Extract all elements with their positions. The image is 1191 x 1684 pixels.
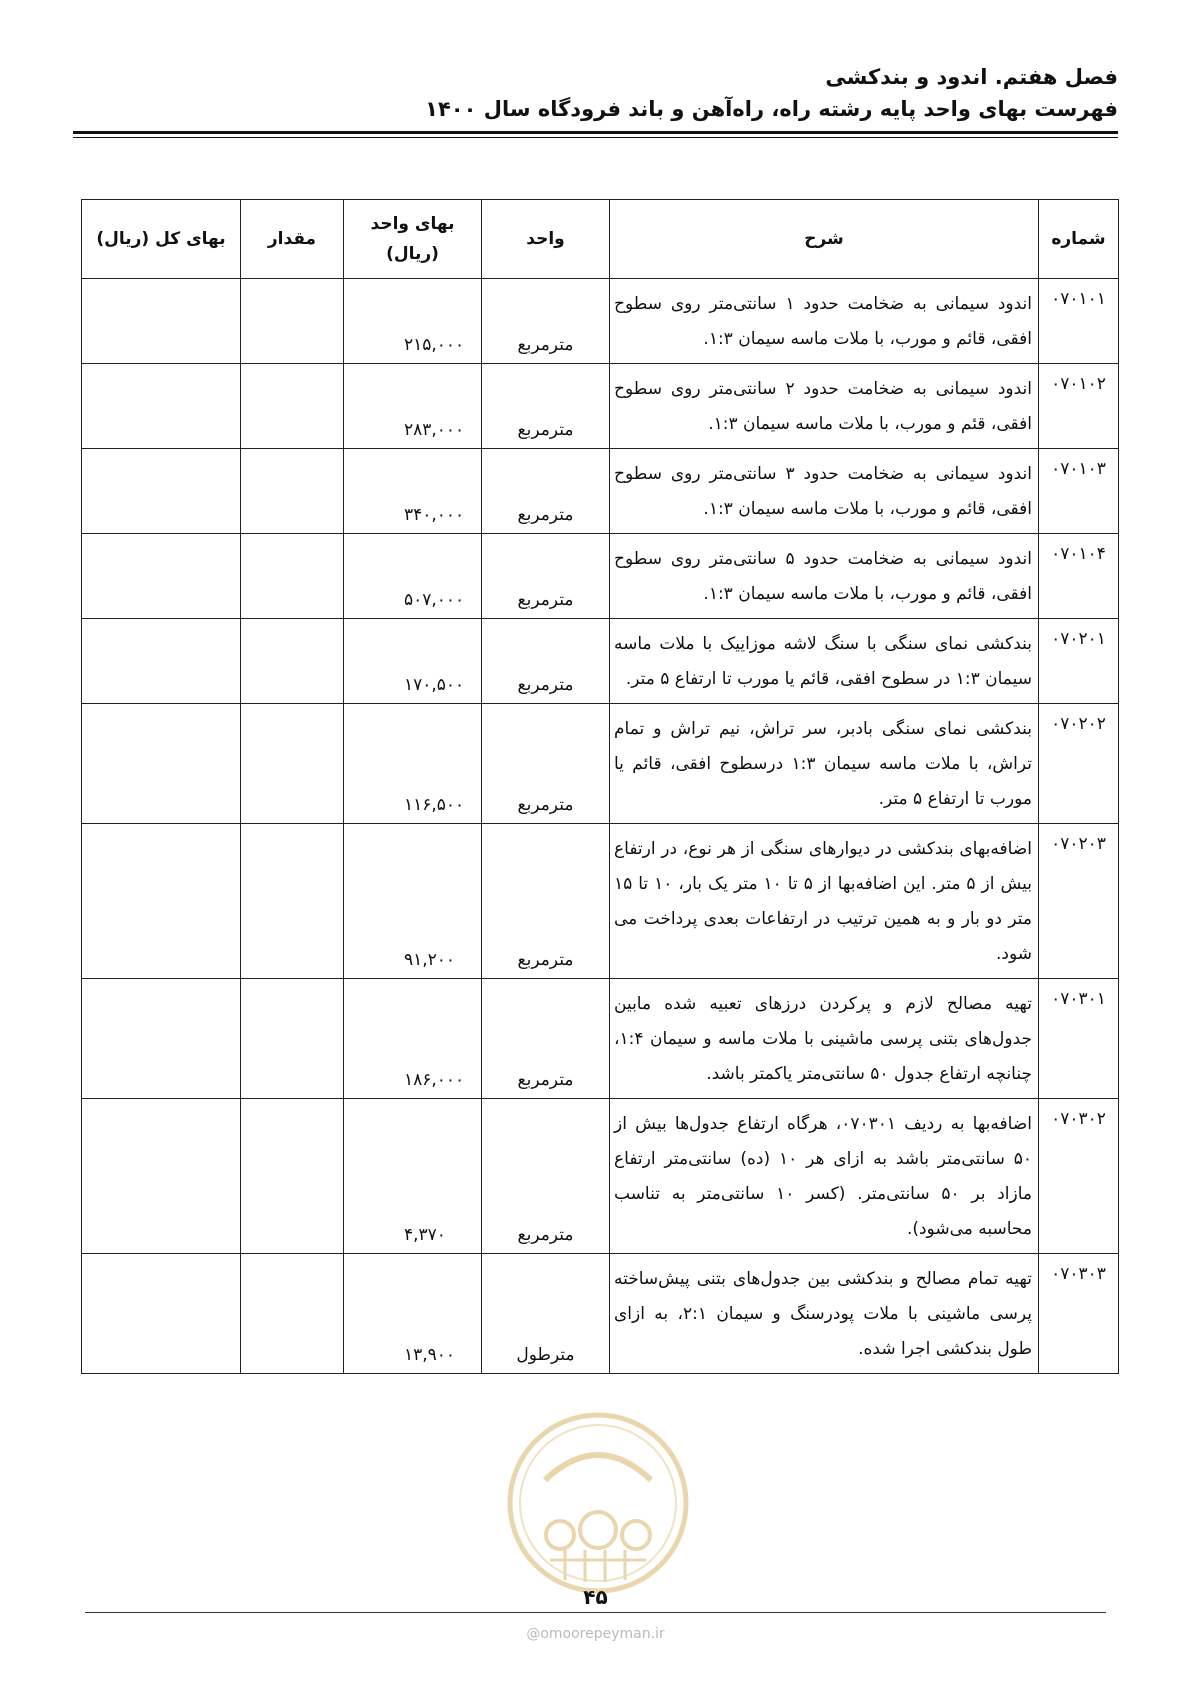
row-description: تهیه تمام مصالح و بندکشی بین جدول‌های بتنی پیش‌ساخته پرسی ماشینی با ملات پودرسنگ و سیمان ۲:۱، به ازای طول بندکشی اجرا شده. (610, 1254, 1039, 1374)
row-quantity (241, 1254, 344, 1374)
row-code: ۰۷۰۱۰۴ (1039, 534, 1119, 619)
col-desc-header: شرح (610, 200, 1039, 279)
row-total (82, 704, 241, 824)
header-rule-thick (73, 131, 1118, 134)
row-code: ۰۷۰۳۰۳ (1039, 1254, 1119, 1374)
row-unit-price: ۲۱۵,۰۰۰ (344, 279, 482, 364)
row-description: اندود سیمانی به ضخامت حدود ۲ سانتی‌متر روی سطوح افقی، قئم و مورب، با ملات ماسه سیمان ۱:۳. (610, 364, 1039, 449)
row-quantity (241, 704, 344, 824)
row-unit-price: ۲۸۳,۰۰۰ (344, 364, 482, 449)
row-unit: مترمربع (482, 704, 610, 824)
row-unit: مترمربع (482, 824, 610, 979)
row-unit-price: ۳۴۰,۰۰۰ (344, 449, 482, 534)
website-watermark: @omoorepeyman.ir (526, 1626, 665, 1642)
col-unit-header: واحد (482, 200, 610, 279)
row-unit-price: ۱۷۰,۵۰۰ (344, 619, 482, 704)
table-row (82, 279, 1119, 364)
row-total (82, 364, 241, 449)
table-row (82, 979, 1119, 1099)
row-quantity (241, 449, 344, 534)
col-code-header: شماره (1039, 200, 1119, 279)
row-unit: مترمربع (482, 364, 610, 449)
price-table (81, 199, 1119, 1374)
row-total (82, 1099, 241, 1254)
col-qty-header: مقدار (241, 200, 344, 279)
row-code: ۰۷۰۲۰۱ (1039, 619, 1119, 704)
row-total (82, 979, 241, 1099)
row-code: ۰۷۰۱۰۲ (1039, 364, 1119, 449)
row-code: ۰۷۰۱۰۱ (1039, 279, 1119, 364)
row-unit: مترمربع (482, 449, 610, 534)
row-quantity (241, 979, 344, 1099)
row-unit-price: ۱۸۶,۰۰۰ (344, 979, 482, 1099)
row-description: اندود سیمانی به ضخامت حدود ۳ سانتی‌متر روی سطوح افقی، قائم و مورب، با ملات ماسه سیمان ۱:۳. (610, 449, 1039, 534)
row-quantity (241, 279, 344, 364)
row-unit: مترمربع (482, 619, 610, 704)
row-total (82, 449, 241, 534)
table-row (82, 449, 1119, 534)
table-row (82, 619, 1119, 704)
row-code: ۰۷۰۳۰۲ (1039, 1099, 1119, 1254)
row-total (82, 824, 241, 979)
row-unit-price: ۱۳,۹۰۰ (344, 1254, 482, 1374)
row-quantity (241, 619, 344, 704)
row-unit: مترمربع (482, 1099, 610, 1254)
row-total (82, 279, 241, 364)
col-price-header-line1: بهای واحد (370, 214, 455, 234)
chapter-title: فصل هفتم. اندود و بندکشی (825, 65, 1118, 89)
row-quantity (241, 824, 344, 979)
row-unit: مترطول (482, 1254, 610, 1374)
row-code: ۰۷۰۲۰۳ (1039, 824, 1119, 979)
row-description: بندکشی نمای سنگی با سنگ لاشه موزاییک با ملات ماسه سیمان ۱:۳ در سطوح افقی، قائم یا مورب تا ارتفاع ۵ متر. (610, 619, 1039, 704)
row-description: تهیه مصالح لازم و پرکردن درزهای تعبیه شده مابین جدول‌های بتنی پرسی ماشینی با ملات ماسه و سیمان ۱:۴، چنانچه ارتفاع جدول ۵۰ سانتی‌متر یاکمتر باشد. (610, 979, 1039, 1099)
row-unit: مترمربع (482, 979, 610, 1099)
row-code: ۰۷۰۳۰۱ (1039, 979, 1119, 1099)
row-total (82, 534, 241, 619)
row-description: اندود سیمانی به ضخامت حدود ۱ سانتی‌متر روی سطوح افقی، قائم و مورب، با ملات ماسه سیمان ۱:۳. (610, 279, 1039, 364)
table-row (82, 824, 1119, 979)
col-total-header: بهای کل (ریال) (82, 200, 241, 279)
header-rule-thin (73, 137, 1118, 138)
row-quantity (241, 364, 344, 449)
footer-rule (85, 1612, 1106, 1613)
row-total (82, 1254, 241, 1374)
row-unit-price: ۹۱,۲۰۰ (344, 824, 482, 979)
row-quantity (241, 534, 344, 619)
row-unit: مترمربع (482, 534, 610, 619)
table-row (82, 704, 1119, 824)
table-row (82, 1099, 1119, 1254)
row-description: اندود سیمانی به ضخامت حدود ۵ سانتی‌متر روی سطوح افقی، قائم و مورب، با ملات ماسه سیمان ۱:۳. (610, 534, 1039, 619)
row-unit-price: ۴,۳۷۰ (344, 1099, 482, 1254)
row-description: بندکشی نمای سنگی بادبر، سر تراش، نیم تراش و تمام تراش، با ملات ماسه سیمان ۱:۳ درسطوح افقی، قائم یا مورب تا ارتفاع ۵ متر. (610, 704, 1039, 824)
row-description: اضافه‌بها به ردیف ۰۷۰۳۰۱، هرگاه ارتفاع جدول‌ها بیش از ۵۰ سانتی‌متر باشد به ازای هر ۱۰ (ده) سانتی‌متر ارتفاع مازاد بر ۵۰ سانتی‌متر. (کسر ۱۰ سانتی‌متر به تناسب محاسبه می‌شود). (610, 1099, 1039, 1254)
row-total (82, 619, 241, 704)
row-code: ۰۷۰۲۰۲ (1039, 704, 1119, 824)
page-number: ۴۵ (583, 1585, 608, 1609)
row-code: ۰۷۰۱۰۳ (1039, 449, 1119, 534)
row-quantity (241, 1099, 344, 1254)
seal-logo-icon (505, 1410, 691, 1596)
table-header-row (82, 200, 1119, 279)
col-price-header-line2: (ریال) (386, 244, 439, 264)
row-unit-price: ۱۱۶,۵۰۰ (344, 704, 482, 824)
row-unit-price: ۵۰۷,۰۰۰ (344, 534, 482, 619)
table-row (82, 364, 1119, 449)
col-price-header (344, 200, 482, 279)
row-description: اضافه‌بهای بندکشی در دیوارهای سنگی از هر نوع، در ارتفاع بیش از ۵ متر. این اضافه‌بها از ۵ تا ۱۰ متر یک بار، ۱۰ تا ۱۵ متر دو بار و به همین ترتیب در ارتفاعات بعدی پرداخت می شود. (610, 824, 1039, 979)
row-unit: مترمربع (482, 279, 610, 364)
table-row (82, 1254, 1119, 1374)
page-header (73, 60, 1118, 124)
document-subtitle: فهرست بهای واحد پایه رشته راه، راه‌آهن و باند فرودگاه سال ۱۴۰۰ (425, 97, 1118, 121)
table-row (82, 534, 1119, 619)
